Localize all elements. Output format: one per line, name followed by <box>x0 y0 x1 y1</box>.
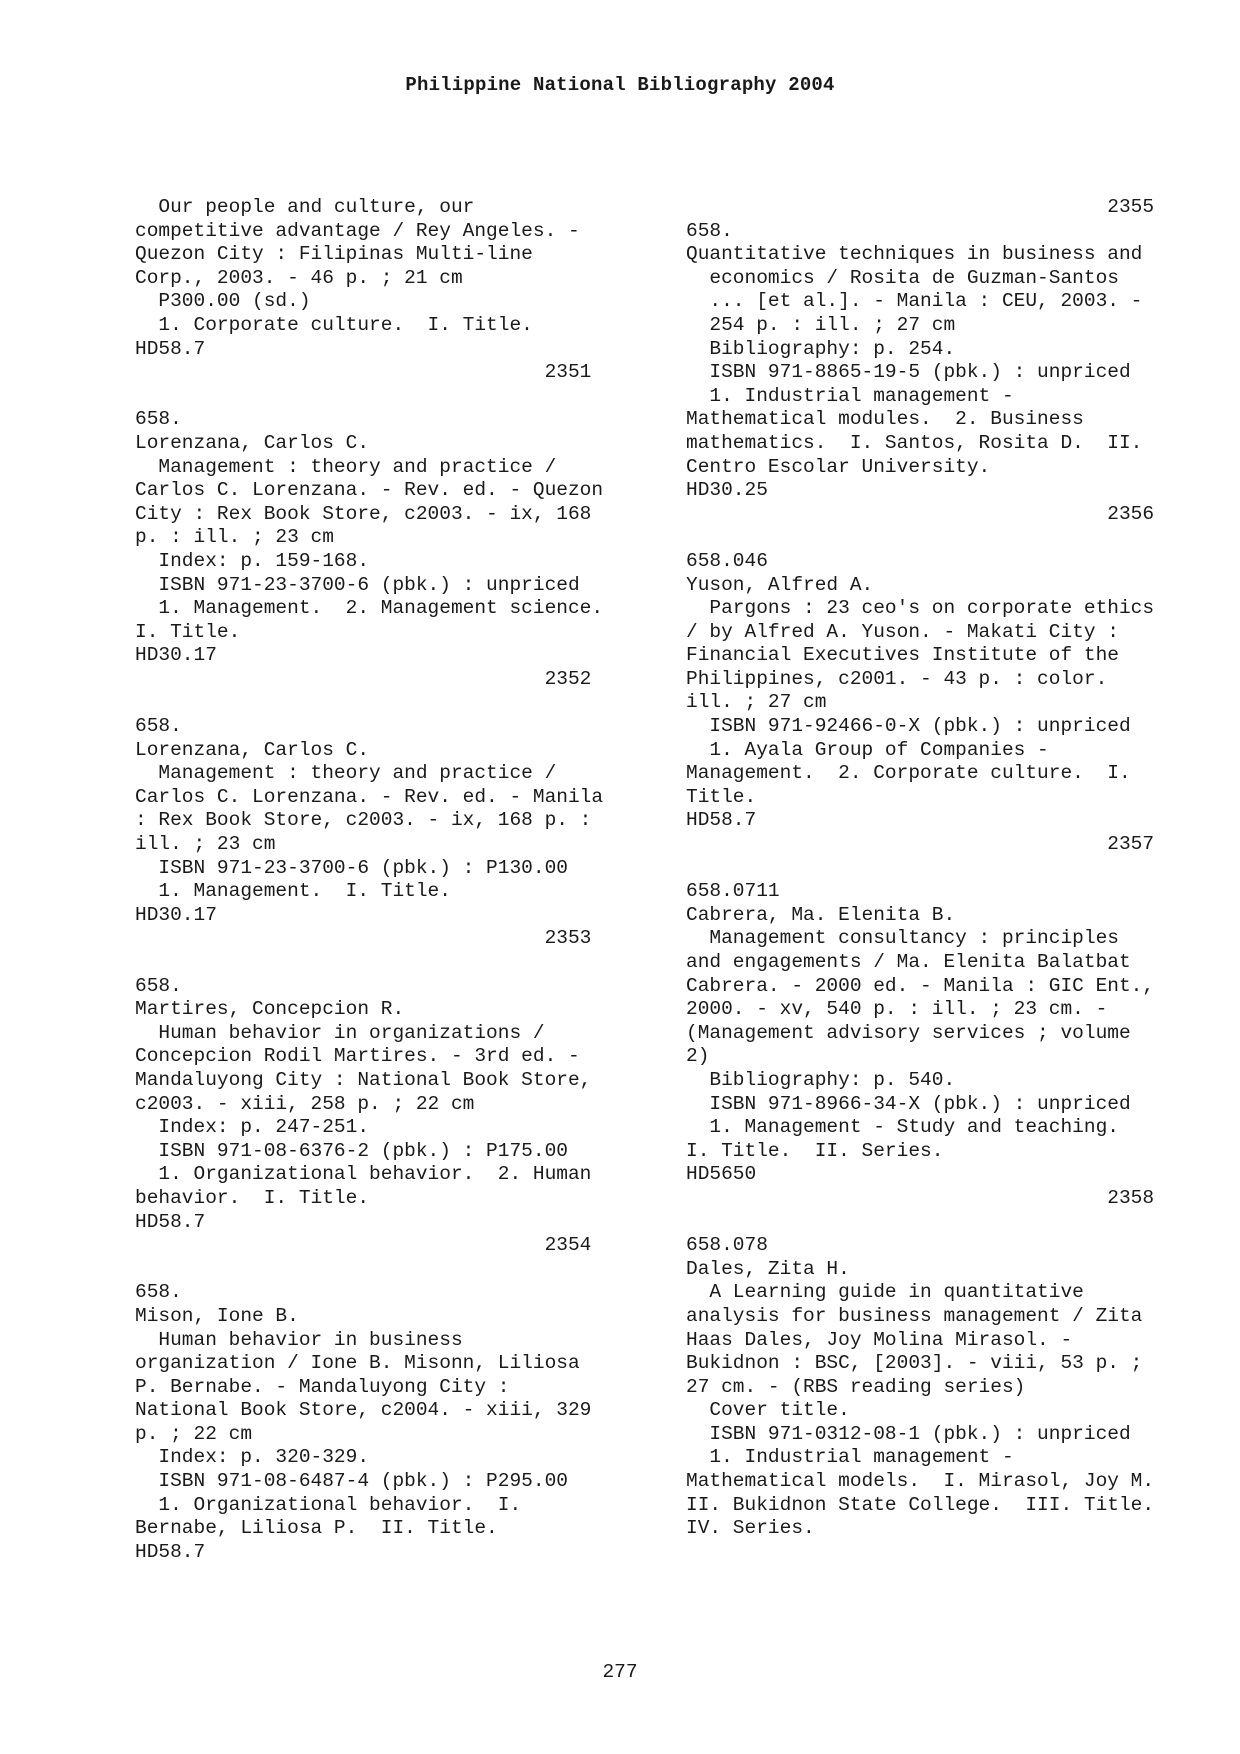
bibliography-line: Mathematical models. I. Mirasol, Joy M. <box>686 1470 1155 1493</box>
bibliography-line: ISBN 971-23-3700-6 (pbk.) : unpriced <box>135 573 580 596</box>
bibliography-line: Our people and culture, our <box>135 196 475 218</box>
bibliography-line: Management consultancy : principles <box>686 927 1119 950</box>
bibliography-line: HD58.7 <box>135 1540 206 1563</box>
bibliography-line: ISBN 971-08-6487-4 (pbk.) : P295.00 <box>135 1470 568 1493</box>
bibliography-line: 2354 <box>135 1234 592 1257</box>
bibliography-line <box>135 691 663 715</box>
bibliography-line: economics / Rosita de Guzman-Santos <box>686 266 1119 289</box>
bibliography-line: Dales, Zita H. <box>686 1257 850 1280</box>
bibliography-line: 1. Organizational behavior. 2. Human <box>135 1163 592 1186</box>
page-number: 277 <box>602 1661 638 1683</box>
bibliography-line: Index: p. 159-168. <box>135 549 370 572</box>
bibliography-line: Yuson, Alfred A. <box>686 573 874 596</box>
bibliography-line: behavior. I. Title. <box>135 1186 370 1209</box>
bibliography-line: 2356 <box>686 502 1155 525</box>
bibliography-line: P300.00 (sd.) <box>135 290 311 313</box>
bibliography-line: Centro Escolar University. <box>686 455 991 478</box>
bibliography-line: : Rex Book Store, c2003. - ix, 168 p. : <box>135 809 592 832</box>
bibliography-line: IV. Series. <box>686 1517 815 1540</box>
bibliography-line: 2000. - xv, 540 p. : ill. ; 23 cm. - <box>686 998 1108 1021</box>
bibliography-line: 658.0711 <box>686 880 780 903</box>
left-column <box>135 196 663 1564</box>
bibliography-line: Mison, Ione B. <box>135 1304 299 1327</box>
bibliography-line: Carlos C. Lorenzana. - Rev. ed. - Quezon <box>135 479 604 502</box>
bibliography-line: HD5650 <box>686 1163 757 1186</box>
bibliography-line: 658. <box>686 219 733 242</box>
bibliography-line: 1. Industrial management - <box>686 1446 1014 1469</box>
bibliography-line: 1. Industrial management - <box>686 384 1014 407</box>
bibliography-line: competitive advantage / Rey Angeles. - <box>135 219 580 242</box>
bibliography-line: ISBN 971-08-6376-2 (pbk.) : P175.00 <box>135 1139 568 1162</box>
bibliography-line: / by Alfred A. Yuson. - Makati City : <box>686 620 1119 643</box>
bibliography-line: 658. <box>135 974 182 997</box>
bibliography-line: ISBN 971-8865-19-5 (pbk.) : unpriced <box>686 361 1131 384</box>
bibliography-line: National Book Store, c2004. - xiii, 329 <box>135 1399 592 1422</box>
bibliography-line: City : Rex Book Store, c2003. - ix, 168 <box>135 502 592 525</box>
bibliography-line: 1. Management. 2. Management science. <box>135 597 604 620</box>
bibliography-line: Corp., 2003. - 46 p. ; 21 cm <box>135 266 463 289</box>
bibliography-line: Lorenzana, Carlos C. <box>135 738 370 761</box>
bibliography-line: 658. <box>135 715 182 738</box>
bibliography-line: Philippines, c2001. - 43 p. : color. <box>686 667 1108 690</box>
bibliography-line: Pargons : 23 ceo's on corporate ethics <box>686 597 1155 620</box>
bibliography-line: 2355 <box>686 196 1155 218</box>
bibliography-line: 27 cm. - (RBS reading series) <box>686 1375 1026 1398</box>
bibliography-line: ISBN 971-92466-0-X (pbk.) : unpriced <box>686 715 1131 738</box>
bibliography-line: 2358 <box>686 1186 1155 1209</box>
bibliography-line: Bibliography: p. 540. <box>686 1068 956 1091</box>
bibliography-line <box>686 857 1214 881</box>
bibliography-line: 2351 <box>135 361 592 384</box>
bibliography-line: Index: p. 247-251. <box>135 1116 370 1139</box>
bibliography-line: I. Title. <box>135 620 241 643</box>
bibliography-line: 1. Management. I. Title. <box>135 880 451 903</box>
bibliography-line: Cabrera. - 2000 ed. - Manila : GIC Ent., <box>686 974 1155 997</box>
bibliography-line: 2357 <box>686 833 1155 856</box>
bibliography-line: and engagements / Ma. Elenita Balatbat <box>686 951 1131 973</box>
bibliography-line: Cabrera, Ma. Elenita B. <box>686 903 956 926</box>
bibliography-line: ill. ; 23 cm <box>135 833 276 856</box>
bibliography-line: Bernabe, Liliosa P. II. Title. <box>135 1517 498 1540</box>
bibliography-line: ISBN 971-23-3700-6 (pbk.) : P130.00 <box>135 856 568 879</box>
bibliography-line: ISBN 971-8966-34-X (pbk.) : unpriced <box>686 1092 1131 1115</box>
bibliography-line: Bukidnon : BSC, [2003]. - viii, 53 p. ; <box>686 1352 1143 1375</box>
bibliography-line: mathematics. I. Santos, Rosita D. II. <box>686 431 1143 454</box>
bibliography-line: Mathematical modules. 2. Business <box>686 408 1084 431</box>
bibliography-line: 1. Organizational behavior. I. <box>135 1493 522 1516</box>
bibliography-line: Quezon City : Filipinas Multi-line <box>135 243 533 266</box>
bibliography-line: ISBN 971-0312-08-1 (pbk.) : unpriced <box>686 1422 1131 1445</box>
bibliography-line: Human behavior in business <box>135 1328 463 1351</box>
bibliography-line: HD30.25 <box>686 479 768 502</box>
bibliography-line: Index: p. 320-329. <box>135 1446 370 1469</box>
bibliography-line: (Management advisory services ; volume <box>686 1021 1131 1044</box>
bibliography-line: P. Bernabe. - Mandaluyong City : <box>135 1375 510 1398</box>
bibliography-line: A Learning guide in quantitative <box>686 1281 1084 1304</box>
bibliography-line: Mandaluyong City : National Book Store, <box>135 1068 592 1091</box>
bibliography-line: c2003. - xiii, 258 p. ; 22 cm <box>135 1092 475 1115</box>
bibliography-line: HD30.17 <box>135 644 217 667</box>
bibliography-line: p. ; 22 cm <box>135 1422 253 1445</box>
bibliography-line <box>686 1211 1214 1235</box>
bibliography-line: 254 p. : ill. ; 27 cm <box>686 313 956 336</box>
bibliography-line: Management : theory and practice / <box>135 455 557 478</box>
bibliography-line: 2352 <box>135 667 592 690</box>
bibliography-line: Human behavior in organizations / <box>135 1021 545 1044</box>
bibliography-line: ... [et al.]. - Manila : CEU, 2003. - <box>686 290 1143 313</box>
bibliography-line: Martires, Concepcion R. <box>135 998 405 1021</box>
bibliography-line <box>135 951 663 975</box>
bibliography-line: Carlos C. Lorenzana. - Rev. ed. - Manila <box>135 785 604 808</box>
bibliography-line: 2353 <box>135 927 592 950</box>
bibliography-line: HD58.7 <box>686 809 757 832</box>
right-column <box>686 196 1214 1541</box>
bibliography-line: organization / Ione B. Misonn, Liliosa <box>135 1352 580 1375</box>
bibliography-line: Management. 2. Corporate culture. I. <box>686 762 1131 785</box>
bibliography-line: Bibliography: p. 254. <box>686 337 956 360</box>
bibliography-line: Concepcion Rodil Martires. - 3rd ed. - <box>135 1045 580 1068</box>
bibliography-line: 2) <box>686 1045 710 1068</box>
bibliography-line: ill. ; 27 cm <box>686 691 827 714</box>
bibliography-line: Title. <box>686 785 757 808</box>
bibliography-line: HD58.7 <box>135 1210 206 1233</box>
bibliography-line: 1. Management - Study and teaching. <box>686 1116 1119 1139</box>
bibliography-line: Haas Dales, Joy Molina Mirasol. - <box>686 1328 1073 1351</box>
bibliography-line <box>686 526 1214 550</box>
page-title: Philippine National Bibliography 2004 <box>405 74 835 96</box>
bibliography-line: II. Bukidnon State College. III. Title. <box>686 1493 1155 1516</box>
bibliography-line <box>135 385 663 409</box>
bibliography-line: p. : ill. ; 23 cm <box>135 526 334 549</box>
bibliography-line: 658.078 <box>686 1234 768 1257</box>
bibliography-line: 1. Ayala Group of Companies - <box>686 738 1049 761</box>
bibliography-line <box>135 1258 663 1282</box>
bibliography-line: 658.046 <box>686 549 768 572</box>
bibliography-line: HD30.17 <box>135 903 217 926</box>
bibliography-line: Cover title. <box>686 1399 850 1422</box>
bibliography-line: 1. Corporate culture. I. Title. <box>135 313 533 336</box>
bibliography-line: Financial Executives Institute of the <box>686 644 1119 667</box>
bibliography-line: analysis for business management / Zita <box>686 1304 1143 1327</box>
bibliography-line: Management : theory and practice / <box>135 762 557 785</box>
bibliography-line: Lorenzana, Carlos C. <box>135 431 370 454</box>
bibliography-line: 658. <box>135 408 182 431</box>
bibliography-line: Quantitative techniques in business and <box>686 243 1143 266</box>
bibliography-line: 658. <box>135 1281 182 1304</box>
bibliography-line: HD58.7 <box>135 337 206 360</box>
bibliography-line: I. Title. II. Series. <box>686 1139 944 1162</box>
